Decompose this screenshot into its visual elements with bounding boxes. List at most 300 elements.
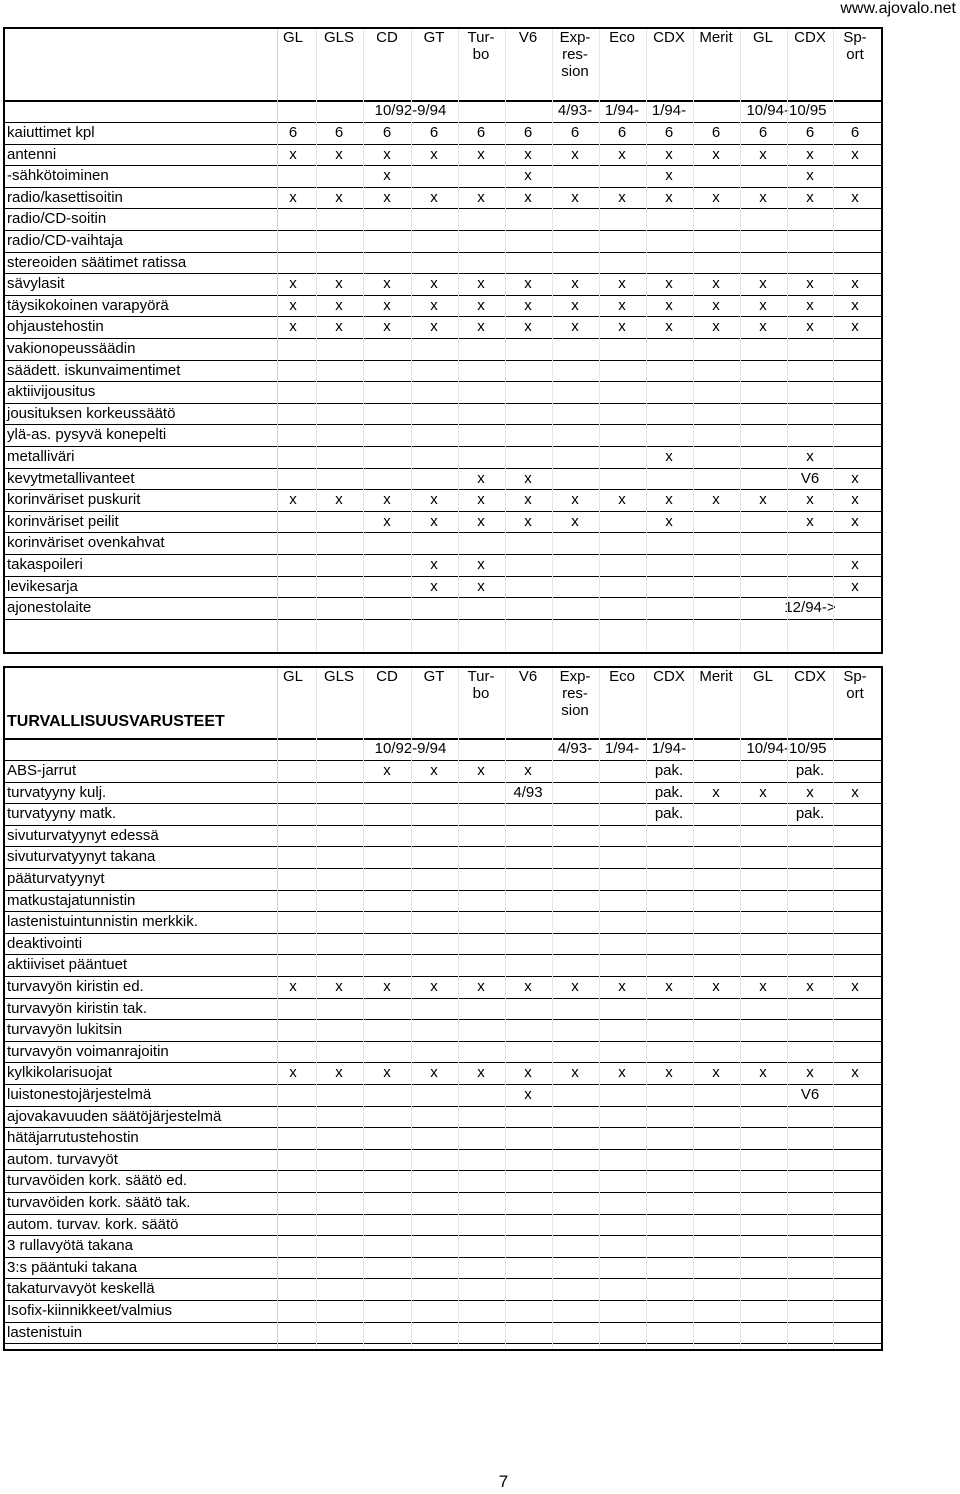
- cell-value: x: [665, 318, 673, 336]
- cell-value: x: [571, 1064, 579, 1082]
- cell-value: pak.: [654, 783, 684, 801]
- row-label: lastenistuintunnistin merkkik.: [7, 913, 198, 931]
- cell-value: x: [335, 1064, 343, 1082]
- cell-value: x: [477, 1064, 485, 1082]
- cell-value: x: [665, 145, 673, 163]
- cell-value: x: [712, 188, 720, 206]
- table-row: [5, 1170, 881, 1193]
- cell-value: x: [665, 978, 673, 995]
- cell-value: pak.: [654, 805, 684, 823]
- cell-value: x: [665, 512, 673, 530]
- column-divider: [693, 668, 694, 1349]
- table-row: [5, 1149, 881, 1172]
- model-year-label: 10/94-10/95: [746, 102, 827, 119]
- row-label: aktiivijousitus: [7, 383, 96, 401]
- column-label: Exp- res- sion: [559, 668, 591, 719]
- cell-value: x: [335, 145, 343, 163]
- cell-value: x: [571, 275, 579, 293]
- row-label: ajovakavuuden säätöjärjestelmä: [7, 1107, 222, 1125]
- table-row: [5, 122, 881, 145]
- cell-value: pak.: [654, 762, 684, 779]
- row-label: autom. turvav. kork. säätö: [7, 1215, 179, 1233]
- cell-value: x: [289, 296, 297, 314]
- cell-value: x: [383, 762, 391, 779]
- cell-value: x: [430, 978, 438, 995]
- cell-value: x: [524, 296, 532, 314]
- cell-value: x: [759, 275, 767, 293]
- table-row: [5, 230, 881, 253]
- column-divider: [599, 29, 600, 652]
- column-label: GL: [282, 29, 303, 46]
- cell-value: x: [759, 145, 767, 163]
- cell-value: 6: [850, 124, 860, 141]
- cell-value: x: [571, 512, 579, 530]
- table-row: [5, 1278, 881, 1301]
- table-row: [5, 597, 881, 620]
- model-year-label: 1/94-: [604, 102, 640, 119]
- cell-value: pak.: [795, 805, 825, 823]
- cell-value: x: [289, 318, 297, 336]
- row-label: turvavyön lukitsin: [7, 1021, 123, 1039]
- column-divider: [505, 668, 506, 1349]
- table-row: [5, 403, 881, 426]
- row-label: sivuturvatyynyt takana: [7, 848, 156, 866]
- cell-value: x: [477, 978, 485, 995]
- row-label: korinväriset puskurit: [7, 491, 141, 509]
- table-row: [5, 1235, 881, 1258]
- row-label: aktiiviset pääntuet: [7, 956, 128, 974]
- cell-value: 6: [429, 124, 439, 141]
- cell-value: V6: [800, 469, 820, 487]
- table-row: [5, 273, 881, 296]
- cell-value: x: [477, 469, 485, 487]
- model-year-label: 10/94-10/95: [746, 740, 827, 757]
- cell-value: x: [759, 783, 767, 801]
- row-label: ajonestolaite: [7, 599, 92, 617]
- cell-value: x: [430, 145, 438, 163]
- page-number: 7: [498, 1472, 509, 1491]
- cell-value: x: [618, 275, 626, 293]
- cell-value: x: [524, 318, 532, 336]
- table-row: [5, 890, 881, 913]
- cell-value: x: [759, 188, 767, 206]
- cell-value: x: [806, 145, 814, 163]
- cell-value: x: [524, 145, 532, 163]
- row-label: Isofix-kiinnikkeet/valmius: [7, 1302, 173, 1319]
- cell-value: 6: [288, 124, 298, 141]
- model-year-row: [5, 100, 881, 123]
- cell-value: x: [383, 318, 391, 336]
- cell-value: x: [430, 491, 438, 509]
- cell-value: x: [851, 1064, 859, 1082]
- cell-value: x: [335, 188, 343, 206]
- cell-value: x: [571, 188, 579, 206]
- row-label: turvavöiden kork. säätö tak.: [7, 1194, 191, 1211]
- cell-value: x: [524, 978, 532, 995]
- cell-value: x: [806, 188, 814, 206]
- column-label: CD: [376, 29, 398, 46]
- cell-value: x: [430, 318, 438, 336]
- cell-value: x: [618, 296, 626, 314]
- cell-value: x: [851, 318, 859, 336]
- column-divider: [458, 29, 459, 652]
- cell-value: x: [571, 296, 579, 314]
- cell-value: x: [335, 296, 343, 314]
- table-row: [5, 998, 881, 1021]
- column-divider: [740, 29, 741, 652]
- table-row: [5, 825, 881, 848]
- table-row: [5, 976, 881, 999]
- table-row: [5, 1106, 881, 1129]
- cell-value: x: [851, 145, 859, 163]
- cell-value: x: [477, 275, 485, 293]
- table-row: [5, 1257, 881, 1280]
- cell-value: x: [571, 145, 579, 163]
- cell-value: x: [430, 577, 438, 595]
- cell-value: x: [383, 1064, 391, 1082]
- column-divider: [316, 668, 317, 1349]
- cell-value: x: [806, 783, 814, 801]
- cell-value: V6: [800, 1086, 820, 1103]
- cell-value: x: [477, 296, 485, 314]
- table-row: [5, 1084, 881, 1107]
- column-divider: [552, 668, 553, 1349]
- table-row: [5, 868, 881, 891]
- column-label: Eco: [609, 29, 635, 46]
- table-row: [5, 316, 881, 339]
- cell-value: x: [477, 145, 485, 163]
- cell-value: x: [430, 556, 438, 573]
- cell-value: x: [806, 296, 814, 314]
- column-divider: [411, 668, 412, 1349]
- comfort-equipment-table: [3, 27, 883, 654]
- cell-value: x: [430, 1064, 438, 1082]
- cell-value: x: [524, 1086, 532, 1103]
- table-row: [5, 165, 881, 188]
- cell-value: 6: [805, 124, 815, 141]
- row-label: pääturvatyynyt: [7, 870, 105, 887]
- cell-value: x: [335, 275, 343, 293]
- cell-value: x: [477, 491, 485, 509]
- cell-value: x: [665, 296, 673, 314]
- row-label: vakionopeussäädin: [7, 340, 136, 357]
- cell-value: 6: [711, 124, 721, 141]
- cell-value: x: [524, 275, 532, 293]
- cell-value: x: [665, 167, 673, 185]
- table-row: [5, 187, 881, 210]
- table-row: [5, 338, 881, 361]
- cell-value: pak.: [795, 762, 825, 779]
- cell-value: x: [335, 978, 343, 995]
- column-label: Sp- ort: [843, 29, 867, 63]
- column-divider: [411, 29, 412, 652]
- row-label: täysikokoinen varapyörä: [7, 296, 169, 314]
- row-label: levikesarja: [7, 577, 78, 595]
- model-year-label: 4/93-: [557, 740, 593, 757]
- cell-value: x: [289, 1064, 297, 1082]
- cell-value: x: [851, 275, 859, 293]
- row-label: radio/kasettisoitin: [7, 188, 123, 206]
- column-label: Tur- bo: [467, 668, 495, 702]
- safety-equipment-table: [3, 666, 883, 1351]
- column-divider: [363, 29, 364, 652]
- column-label: GL: [752, 668, 773, 685]
- table-row: [5, 144, 881, 167]
- row-label: turvavyön kiristin ed.: [7, 978, 144, 995]
- cell-value: x: [806, 978, 814, 995]
- column-label: CD: [376, 668, 398, 685]
- cell-value: x: [383, 145, 391, 163]
- cell-value: x: [524, 167, 532, 185]
- table-row: [5, 208, 881, 231]
- column-divider: [693, 29, 694, 652]
- table-row: [5, 295, 881, 318]
- column-divider: [458, 668, 459, 1349]
- column-label: Sp- ort: [843, 668, 867, 702]
- cell-value: x: [712, 783, 720, 801]
- model-year-label: 1/94-: [604, 740, 640, 757]
- row-label: takaspoileri: [7, 556, 83, 573]
- table-row: [5, 933, 881, 956]
- table-row: [5, 846, 881, 869]
- column-label: GLS: [323, 668, 354, 685]
- row-label: korinväriset peilit: [7, 512, 119, 530]
- cell-value: x: [759, 296, 767, 314]
- cell-value: x: [665, 188, 673, 206]
- table-row: [5, 954, 881, 977]
- cell-value: x: [430, 762, 438, 779]
- column-divider: [646, 29, 647, 652]
- column-label: GT: [423, 668, 445, 685]
- cell-value: x: [383, 512, 391, 530]
- table-row: [5, 1019, 881, 1042]
- cell-value: x: [806, 318, 814, 336]
- cell-value: x: [665, 1064, 673, 1082]
- column-label: Exp- res- sion: [559, 29, 591, 80]
- site-url: www.ajovalo.net: [840, 0, 956, 17]
- table-row: [5, 803, 881, 826]
- cell-value: x: [806, 167, 814, 185]
- row-label: ABS-jarrut: [7, 762, 77, 779]
- model-year-row: [5, 738, 881, 761]
- cell-value: x: [851, 512, 859, 530]
- row-label: turvatyyny kulj.: [7, 783, 107, 801]
- cell-value: x: [712, 1064, 720, 1082]
- cell-value: x: [851, 469, 859, 487]
- column-header: [5, 29, 881, 102]
- row-label: jousituksen korkeussäätö: [7, 404, 176, 422]
- column-label: CDX: [794, 29, 826, 46]
- cell-value: x: [383, 188, 391, 206]
- cell-value: x: [712, 318, 720, 336]
- cell-value: 4/93: [513, 783, 543, 801]
- column-divider: [363, 668, 364, 1349]
- table-row: [5, 554, 881, 577]
- model-year-label: 1/94-: [651, 740, 687, 757]
- cell-value: x: [851, 491, 859, 509]
- cell-value: x: [712, 978, 720, 995]
- cell-value: x: [524, 762, 532, 779]
- cell-value: x: [477, 762, 485, 779]
- cell-value: x: [759, 978, 767, 995]
- row-label: autom. turvavyöt: [7, 1150, 118, 1168]
- cell-value: x: [851, 783, 859, 801]
- cell-value: x: [524, 188, 532, 206]
- row-label: takaturvavyöt keskellä: [7, 1280, 155, 1298]
- cell-value: x: [289, 978, 297, 995]
- row-label: ylä-as. pysyvä konepelti: [7, 426, 167, 444]
- column-label: Merit: [699, 668, 733, 685]
- row-label: kaiuttimet kpl: [7, 124, 95, 141]
- column-divider: [316, 29, 317, 652]
- row-label: matkustajatunnistin: [7, 891, 136, 909]
- column-label: GLS: [323, 29, 354, 46]
- cell-value: x: [571, 491, 579, 509]
- label-column-divider: [277, 29, 278, 652]
- cell-value: x: [618, 978, 626, 995]
- table-row: [5, 468, 881, 491]
- row-label: kevytmetallivanteet: [7, 469, 135, 487]
- column-label: CDX: [794, 668, 826, 685]
- cell-value: x: [759, 491, 767, 509]
- cell-value: x: [806, 275, 814, 293]
- cell-value: x: [335, 318, 343, 336]
- row-label: turvavöiden kork. säätö ed.: [7, 1172, 188, 1190]
- cell-value: x: [851, 296, 859, 314]
- row-label: korinväriset ovenkahvat: [7, 534, 165, 552]
- row-label: metalliväri: [7, 448, 75, 465]
- table-row: [5, 1192, 881, 1215]
- cell-value: x: [289, 145, 297, 163]
- row-label: turvavyön voimanrajoitin: [7, 1042, 169, 1060]
- row-label: 3:s pääntuki takana: [7, 1258, 138, 1276]
- section-title: TURVALLISUUSVARUSTEET: [7, 713, 225, 730]
- cell-value: x: [665, 275, 673, 293]
- cell-value: x: [430, 296, 438, 314]
- cell-value: x: [618, 1064, 626, 1082]
- cell-value: x: [289, 188, 297, 206]
- table-row: [5, 252, 881, 275]
- table-row: [5, 424, 881, 447]
- row-label: antenni: [7, 145, 57, 163]
- cell-value: 6: [617, 124, 627, 141]
- row-label: turvavyön kiristin tak.: [7, 999, 148, 1017]
- cell-value: x: [477, 318, 485, 336]
- cell-value: x: [712, 145, 720, 163]
- column-divider: [787, 29, 788, 652]
- cell-value: 6: [476, 124, 486, 141]
- table-row: [5, 489, 881, 512]
- row-label: radio/CD-soitin: [7, 210, 107, 228]
- cell-value: x: [806, 1064, 814, 1082]
- cell-value: x: [851, 188, 859, 206]
- cell-value: x: [335, 491, 343, 509]
- row-label: sivuturvatyynyt edessä: [7, 826, 159, 844]
- column-divider: [740, 668, 741, 1349]
- column-label: CDX: [653, 29, 685, 46]
- column-label: CDX: [653, 668, 685, 685]
- column-divider: [787, 668, 788, 1349]
- table-row: [5, 1041, 881, 1064]
- cell-value: x: [430, 188, 438, 206]
- table-row: [5, 576, 881, 599]
- row-label: turvatyyny matk.: [7, 805, 117, 823]
- table-row: [5, 532, 881, 555]
- column-label: Tur- bo: [467, 29, 495, 63]
- cell-value: x: [289, 491, 297, 509]
- table-row: [5, 381, 881, 404]
- column-label: Merit: [699, 29, 733, 46]
- column-divider: [833, 668, 834, 1349]
- row-label: kylkikolarisuojat: [7, 1064, 113, 1082]
- column-divider: [833, 29, 834, 652]
- column-label: Eco: [609, 668, 635, 685]
- cell-value: x: [806, 448, 814, 465]
- cell-value: x: [806, 512, 814, 530]
- cell-value: x: [477, 577, 485, 595]
- column-label: GL: [752, 29, 773, 46]
- cell-value: x: [477, 512, 485, 530]
- cell-value: x: [477, 556, 485, 573]
- cell-value: 6: [523, 124, 533, 141]
- table-row: [5, 1127, 881, 1150]
- row-label: lastenistuin: [7, 1323, 83, 1341]
- cell-value: x: [430, 275, 438, 293]
- cell-value: x: [851, 556, 859, 573]
- cell-value: x: [289, 275, 297, 293]
- cell-value: x: [383, 491, 391, 509]
- table-row: [5, 1214, 881, 1237]
- table-row: [5, 760, 881, 783]
- table-row: [5, 1322, 881, 1345]
- cell-value: 6: [758, 124, 768, 141]
- cell-value: x: [383, 275, 391, 293]
- cell-value: x: [383, 978, 391, 995]
- row-label: radio/CD-vaihtaja: [7, 232, 123, 249]
- column-divider: [552, 29, 553, 652]
- row-label: säädett. iskunvaimentimet: [7, 361, 181, 379]
- cell-value: x: [618, 145, 626, 163]
- cell-value: x: [712, 275, 720, 293]
- cell-value: 6: [664, 124, 674, 141]
- row-label: stereoiden säätimet ratissa: [7, 253, 187, 271]
- cell-value: x: [759, 1064, 767, 1082]
- table-row: [5, 1062, 881, 1085]
- table-row: [5, 911, 881, 934]
- table-row: [5, 360, 881, 383]
- row-label: -sähkötoiminen: [7, 167, 109, 185]
- table-row: [5, 446, 881, 469]
- model-year-label: 10/92-9/94: [374, 740, 447, 757]
- cell-value: 6: [334, 124, 344, 141]
- column-label: GT: [423, 29, 445, 46]
- row-label: 3 rullavyötä takana: [7, 1237, 133, 1255]
- cell-value: x: [571, 318, 579, 336]
- row-label: luistonestojärjestelmä: [7, 1086, 152, 1103]
- row-label: ohjaustehostin: [7, 318, 104, 336]
- cell-value: x: [477, 188, 485, 206]
- column-divider: [505, 29, 506, 652]
- cell-value: x: [618, 491, 626, 509]
- column-header: [5, 668, 881, 740]
- column-label: V6: [518, 668, 538, 685]
- cell-value: x: [759, 318, 767, 336]
- column-divider: [599, 668, 600, 1349]
- table-row: [5, 511, 881, 534]
- label-column-divider: [277, 668, 278, 1349]
- table-row: [5, 1300, 881, 1323]
- cell-value: x: [383, 167, 391, 185]
